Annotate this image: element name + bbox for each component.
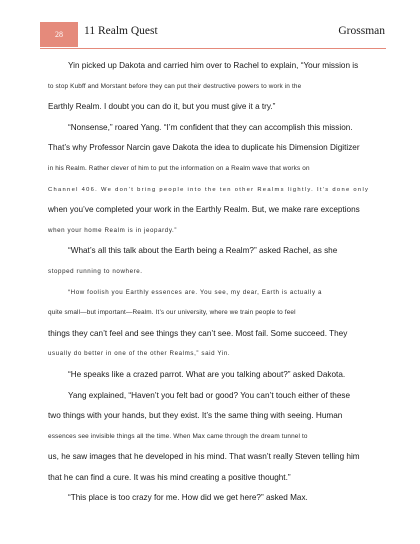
text-line: “This place is too crazy for me. How did we get here?” asked Max.	[68, 493, 308, 503]
author-name: Grossman	[338, 25, 385, 37]
text-line: “Nonsense,” roared Yang. “I’m confident that they can accomplish this mission.	[68, 122, 353, 132]
text-line: stopped running to nowhere.	[48, 267, 143, 275]
page-header	[40, 22, 385, 48]
text-line: Yin picked up Dakota and carried him over to Rachel to explain, “Your mission is	[68, 61, 359, 70]
text-line: Channel 406. We don’t bring people into the ten other Realms lightly. It’s done only	[48, 186, 370, 193]
text-line: that he can find a cure. It was his mind creating a positive thought.”	[48, 472, 291, 482]
text-line: essences see invisible things all the time. When Max came through the dream tunnel to	[48, 432, 308, 440]
text-line: Yang explained, “Haven’t you felt bad or good? You can’t touch either of these	[68, 390, 351, 400]
text-line: when your home Realm is in jeopardy.”	[48, 226, 178, 234]
book-title: 11 Realm Quest	[84, 25, 158, 37]
text-line: quite small—but important—Realm. It’s our university, where we train people to feel	[48, 309, 296, 317]
text-line: to stop Kubff and Morstant before they can put their destructive powers to work in the	[48, 82, 302, 90]
text-line: Earthly Realm. I doubt you can do it, but you must give it a try.”	[48, 102, 276, 112]
header-rule	[40, 48, 386, 49]
body-text	[48, 56, 378, 509]
text-line: when you’ve completed your work in the Earthly Realm. But, we make rare exceptions	[48, 205, 360, 215]
text-line: “What’s all this talk about the Earth being a Realm?” asked Rachel, as she	[68, 246, 338, 256]
text-line: two things with your hands, but they exist. It’s the same thing with seeing. Human	[48, 411, 343, 421]
text-line: things they can’t feel and see things they can’t see. Most fail. Some succeed. They	[48, 328, 348, 338]
text-line: us, he saw images that he developed in his mind. That wasn’t really Steven telling him	[48, 452, 360, 462]
page-number-badge: 28	[40, 22, 78, 47]
text-line: in his Realm. Rather clever of him to put the information on a Realm wave that works on	[48, 164, 310, 172]
text-line: usually do better in one of the other Realms,” said Yin.	[48, 350, 231, 358]
text-line: That’s why Professor Narcin gave Dakota the idea to duplicate his Dimension Digitizer	[48, 143, 360, 153]
text-line: “He speaks like a crazed parrot. What are you talking about?” asked Dakota.	[68, 369, 346, 379]
text-line: “How foolish you Earthly essences are. You see, my dear, Earth is actually a	[68, 288, 323, 296]
